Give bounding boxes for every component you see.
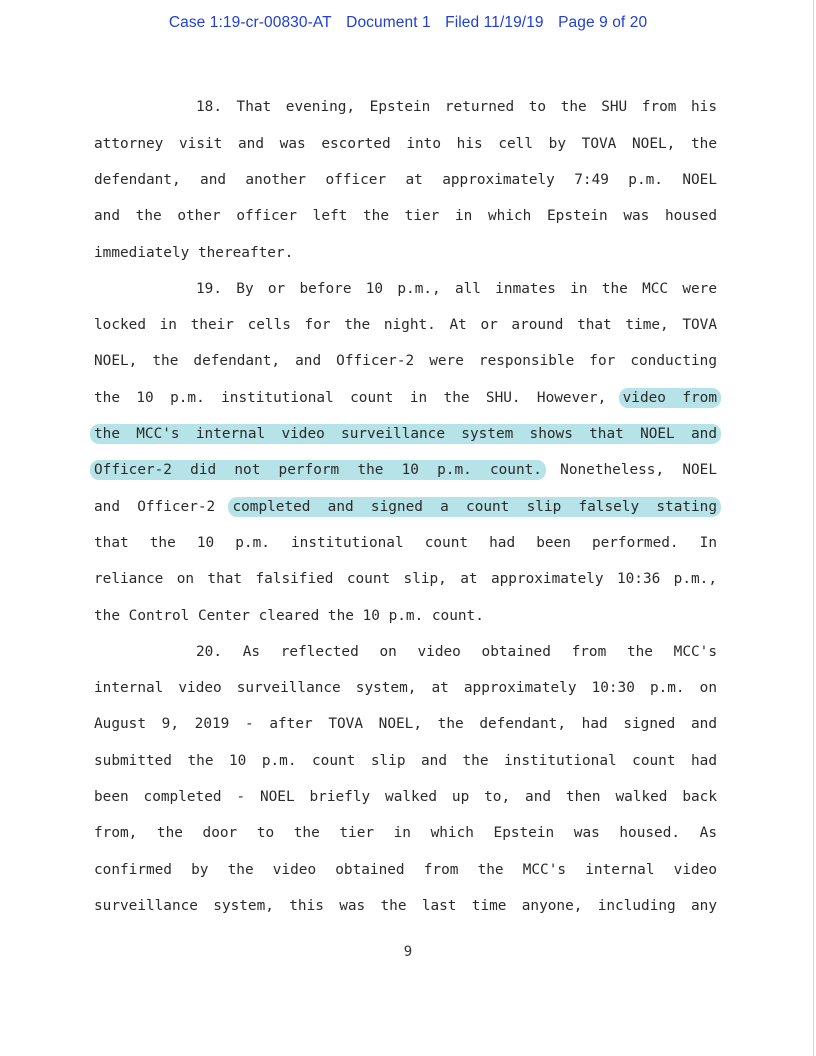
page-of-total: Page 9 of 20 xyxy=(558,14,648,31)
page-number: 9 xyxy=(403,944,413,960)
case-header xyxy=(0,14,816,32)
para-18-line-5: immediately thereafter. xyxy=(94,245,294,261)
para-19-line-9: reliance on that falsified count slip, at approximately 10:36 p.m., xyxy=(94,571,717,587)
para-18-line-1: 18. That evening, Epstein returned to the SHU from his xyxy=(196,99,717,115)
para-19-line-1: 19. By or before 10 p.m., all inmates in the MCC were xyxy=(196,281,717,297)
para-19-line-10: the Control Center cleared the 10 p.m. count. xyxy=(94,608,484,624)
para-20-line-7: confirmed by the video obtained from the MCC's internal video xyxy=(94,862,717,878)
para-19-line-2: locked in their cells for the night. At or around that time, TOVA xyxy=(94,317,717,333)
para-19-line-4 xyxy=(94,387,717,409)
para-19-line-5 xyxy=(94,423,717,445)
para-20-line-1: 20. As reflected on video obtained from the MCC's xyxy=(196,644,717,660)
para-19-line-7-plain: and Officer-2 xyxy=(94,499,216,515)
para-20-line-5: been completed - NOEL briefly walked up to, and then walked back xyxy=(94,789,717,805)
filed-date: Filed 11/19/19 xyxy=(445,14,544,31)
para-20-line-2: internal video surveillance system, at approximately 10:30 p.m. on xyxy=(94,680,717,696)
document-number: Document 1 xyxy=(346,14,431,31)
para-18-line-3: defendant, and another officer at approximately 7:49 p.m. NOEL xyxy=(94,172,717,188)
para-20-line-6: from, the door to the tier in which Epstein was housed. As xyxy=(94,825,717,841)
para-19-line-8: that the 10 p.m. institutional count had been performed. In xyxy=(94,535,717,551)
para-20-line-4: submitted the 10 p.m. count slip and the institutional count had xyxy=(94,753,717,769)
case-number: Case 1:19-cr-00830-AT xyxy=(168,14,332,31)
para-19-line-4-plain: the 10 p.m. institutional count in the SHU. However, xyxy=(94,390,607,406)
highlight-did-not-perform: Officer-2 did not perform the 10 p.m. count. xyxy=(90,460,546,480)
para-19-line-3: NOEL, the defendant, and Officer-2 were responsible for conducting xyxy=(94,353,717,369)
highlight-video-from: video from xyxy=(619,388,721,408)
para-18-line-4: and the other officer left the tier in which Epstein was housed xyxy=(94,208,717,224)
para-19-line-6 xyxy=(94,459,717,481)
para-20-line-3: August 9, 2019 - after TOVA NOEL, the defendant, had signed and xyxy=(94,716,717,732)
para-19-line-6-plain: Nonetheless, NOEL xyxy=(560,462,717,478)
para-18-line-2: attorney visit and was escorted into his cell by TOVA NOEL, the xyxy=(94,136,717,152)
para-20-line-8: surveillance system, this was the last time anyone, including any xyxy=(94,898,717,914)
para-19-line-7 xyxy=(94,496,717,518)
highlight-count-slip: completed and signed a count slip falsely stating xyxy=(228,497,721,517)
highlight-surveillance-system: the MCC's internal video surveillance system shows that NOEL and xyxy=(90,424,721,444)
page-edge-divider xyxy=(813,0,814,1056)
